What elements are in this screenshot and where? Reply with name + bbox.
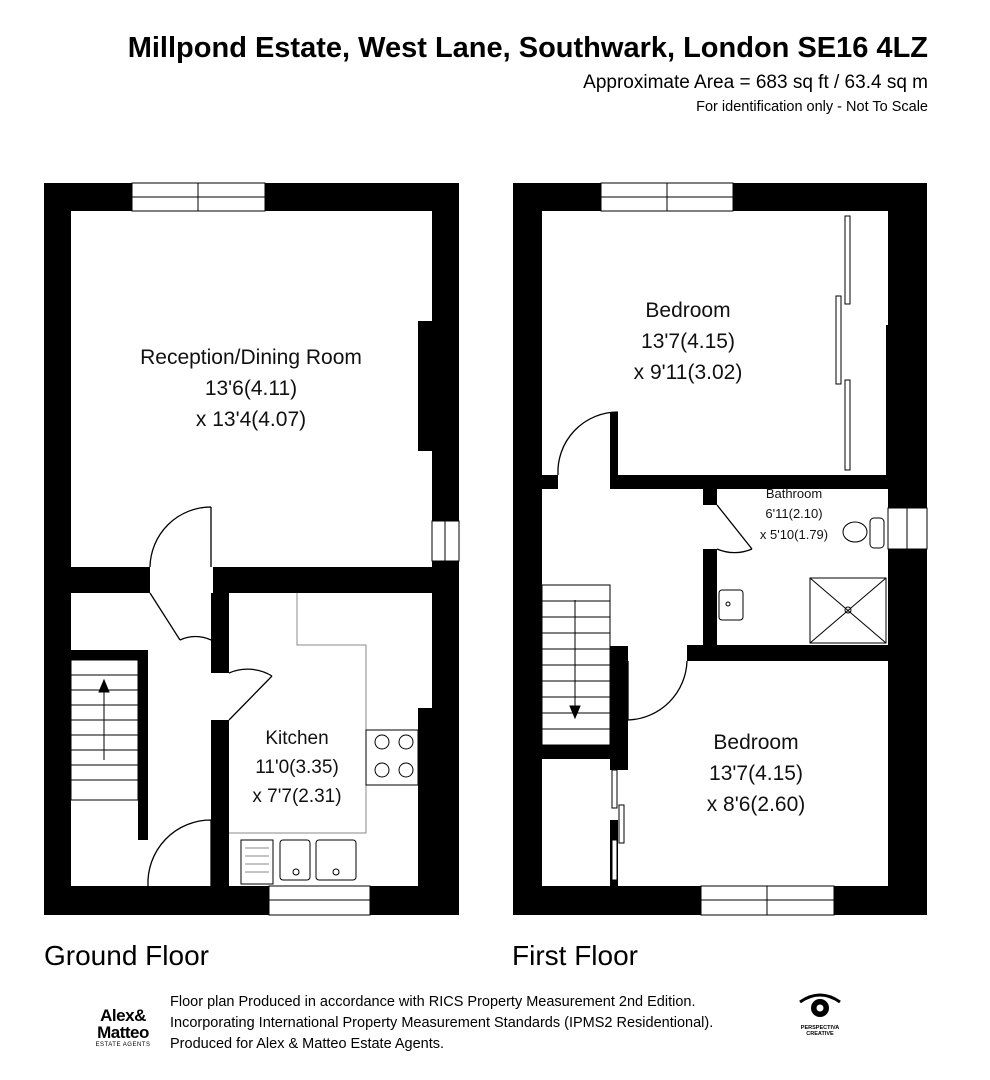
approximate-area: Approximate Area = 683 sq ft / 63.4 sq m	[583, 72, 928, 93]
bathroom-dim1: 6'11(2.10)	[765, 506, 823, 521]
creator-logo-line1: PERSPECTIVA	[800, 1025, 840, 1031]
agent-logo-line2: Matteo	[97, 1023, 149, 1042]
footer-line1: Floor plan Produced in accordance with RICS Property Measurement 2nd Edition.	[170, 994, 696, 1010]
kitchen-dim2: x 7'7(2.31)	[252, 786, 342, 807]
bathroom-dim2: x 5'10(1.79)	[759, 527, 829, 542]
first-floor-plan	[513, 183, 927, 915]
reception-dim2: x 13'4(4.07)	[195, 408, 307, 431]
creator-logo-line2: CREATIVE	[806, 1031, 834, 1037]
reception-dim1: 13'6(4.11)	[204, 377, 298, 400]
footer-line3: Produced for Alex & Matteo Estate Agents.	[170, 1036, 445, 1052]
bedroom2-dim1: 13'7(4.15)	[709, 762, 803, 785]
bedroom2-name: Bedroom	[713, 731, 799, 754]
kitchen-dim1: 11'0(3.35)	[255, 757, 339, 778]
ground-floor-doors	[148, 507, 272, 886]
ground-floor-stairs	[71, 660, 138, 800]
agent-logo-line1: Alex&	[100, 1006, 146, 1025]
ground-floor-plan	[44, 183, 459, 915]
bedroom1-dim2: x 9'11(3.02)	[633, 361, 743, 384]
bedroom1-name: Bedroom	[645, 299, 731, 322]
eye-icon	[796, 992, 844, 1020]
footer-line2: Incorporating International Property Measurement Standards (IPMS2 Residentional).	[170, 1015, 714, 1031]
kitchen-name: Kitchen	[265, 728, 329, 749]
agent-logo	[88, 1007, 158, 1048]
bedroom1-dim1: 13'7(4.15)	[641, 330, 735, 353]
agent-logo-line3: ESTATE AGENTS	[95, 1042, 151, 1048]
scale-note: For identification only - Not To Scale	[696, 99, 928, 115]
first-floor-stairs	[542, 585, 610, 745]
first-floor-doors	[558, 412, 752, 720]
reception-name: Reception/Dining Room	[140, 346, 362, 369]
bedroom2-dim2: x 8'6(2.60)	[706, 793, 806, 816]
ground-floor-label: Ground Floor	[44, 940, 209, 971]
footer-text	[170, 992, 713, 1055]
first-floor-label: First Floor	[512, 940, 638, 971]
bathroom-name: Bathroom	[765, 486, 823, 501]
creator-logo	[790, 992, 850, 1037]
property-address: Millpond Estate, West Lane, Southwark, London SE16 4LZ	[127, 32, 928, 64]
